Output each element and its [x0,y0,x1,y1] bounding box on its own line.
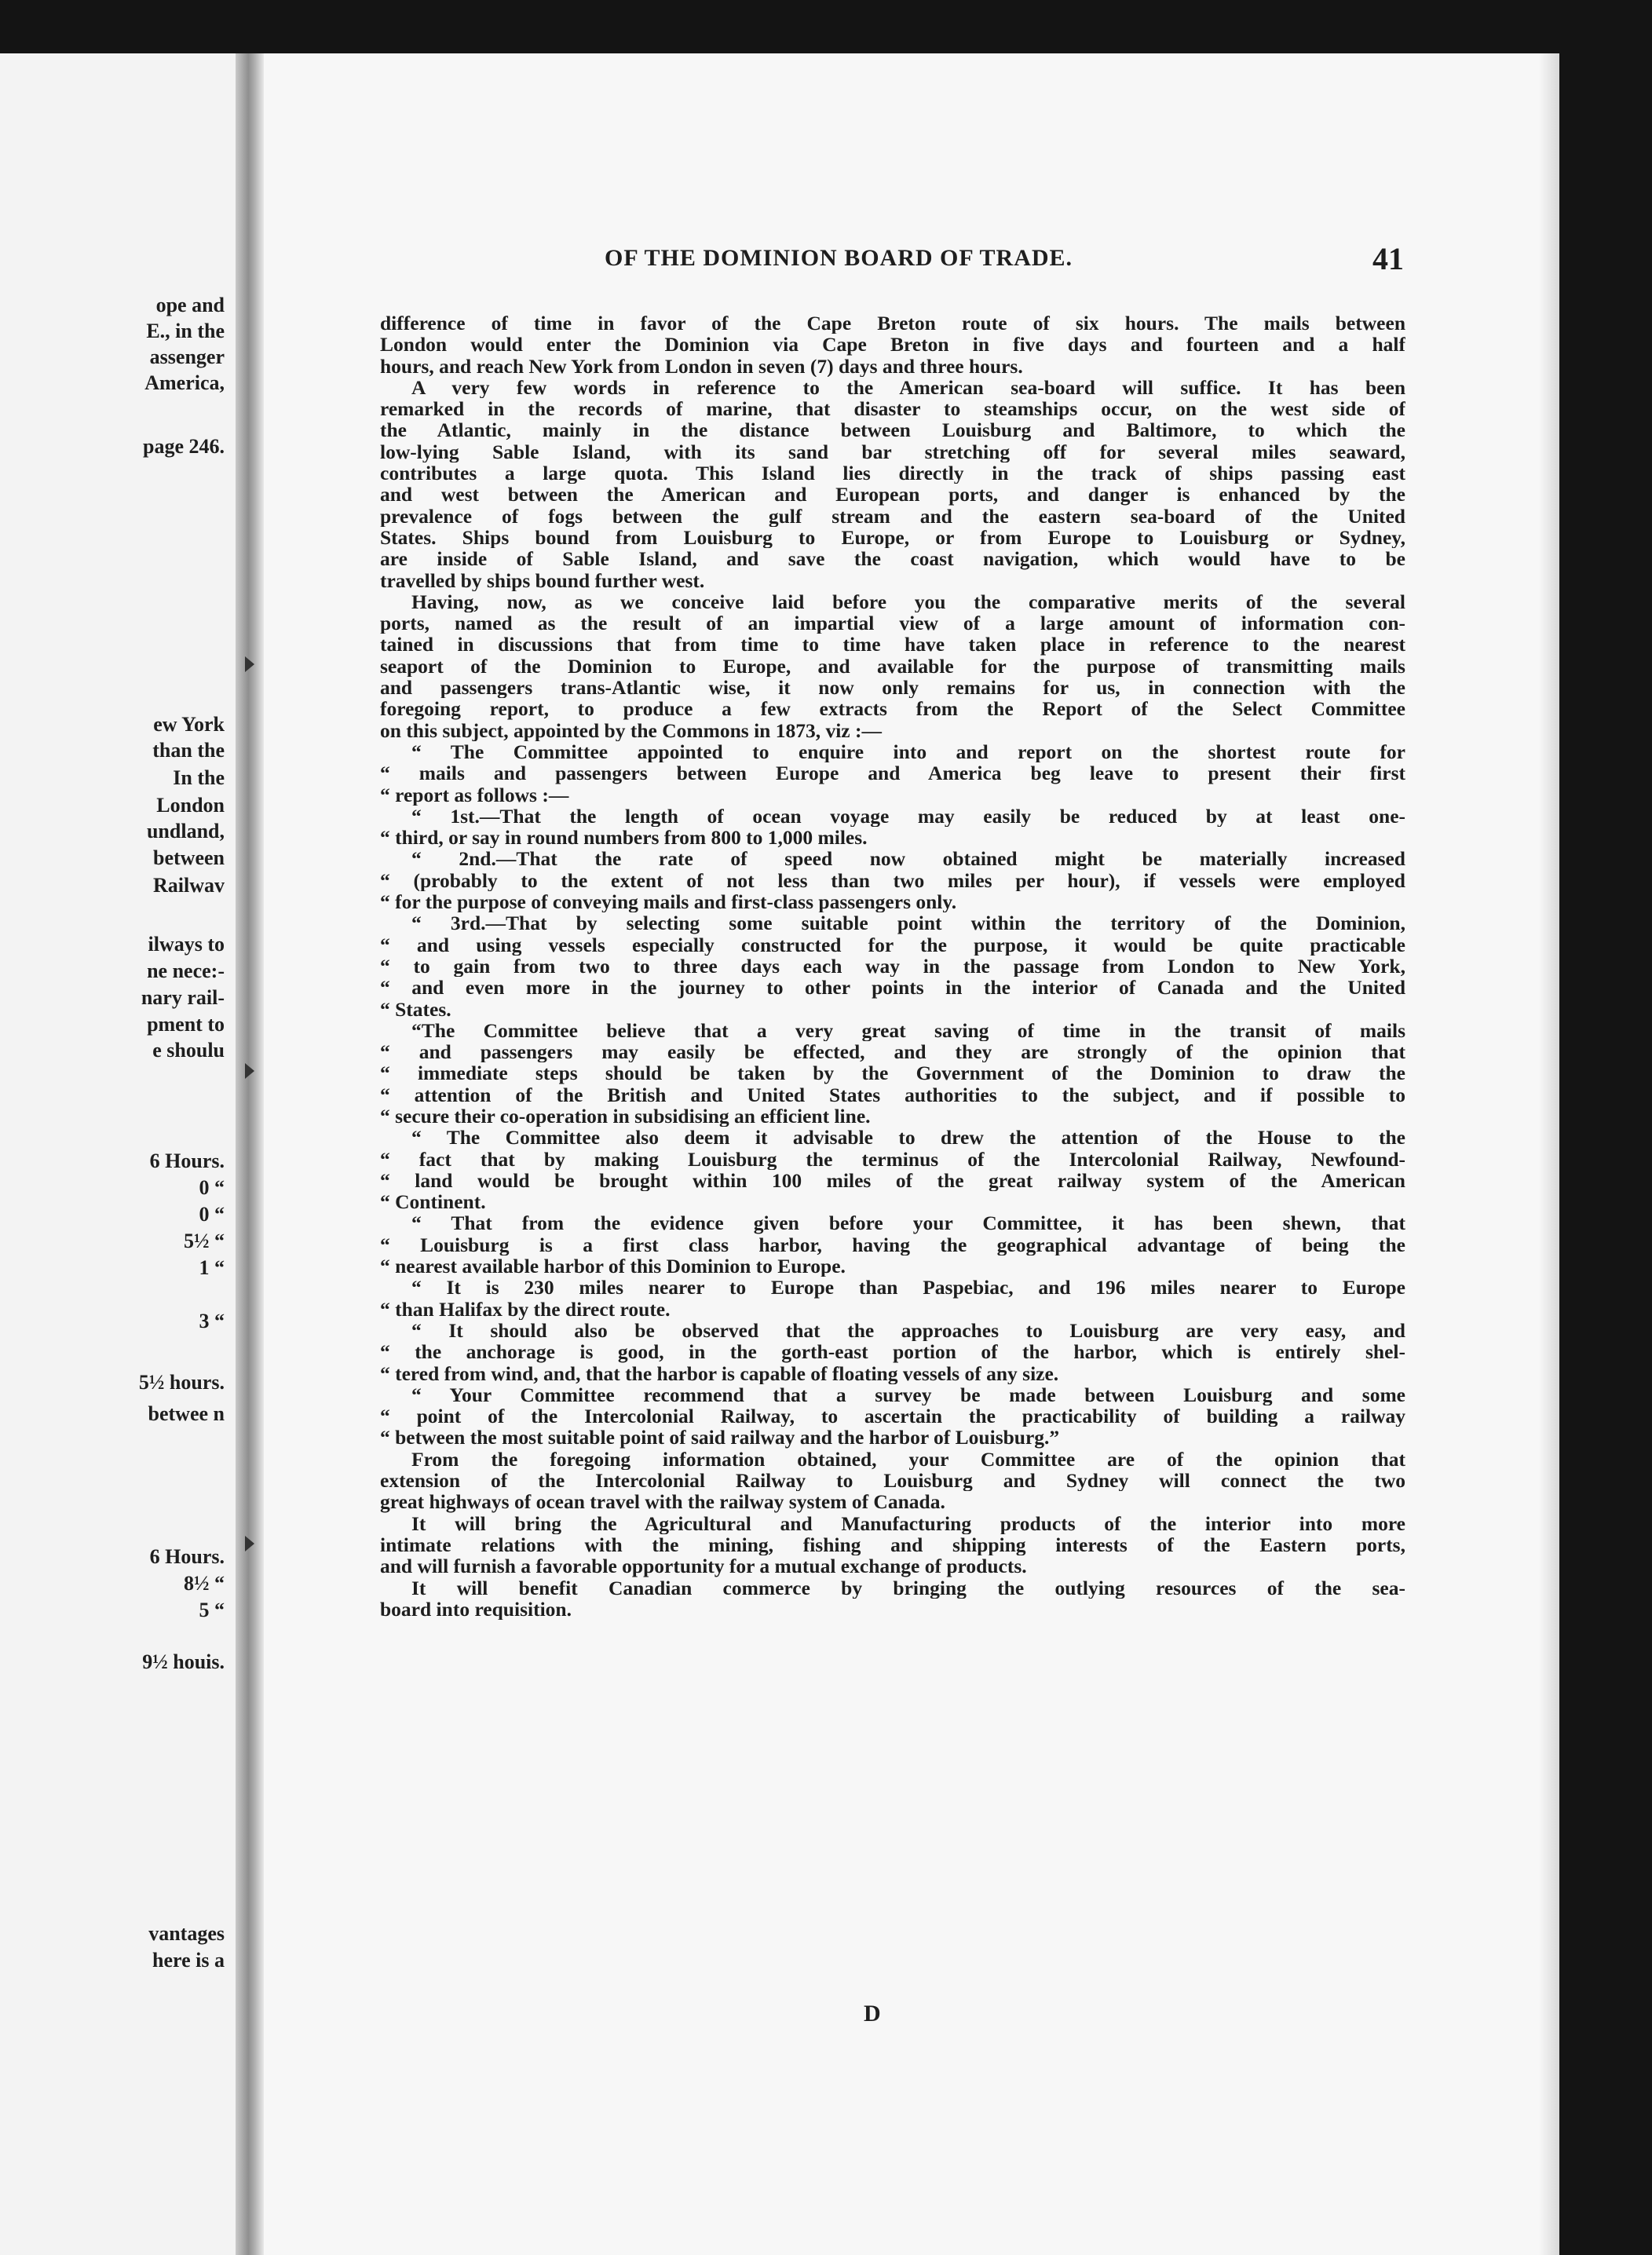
left-page-line: 9½ houis. [142,1650,225,1673]
text-line: “ fact that by making Louisburg the terminus of the Intercolonial Railway, Newfound- [380,1148,1405,1170]
text-line: “ mails and passengers between Europe and America beg leave to present their first [380,762,1405,784]
text-line: great highways of ocean travel with the railway system of Canada. [380,1491,945,1513]
text-line: “ point of the Intercolonial Railway, to ascertain the practicability of building a railway [380,1405,1405,1427]
left-page-line: London [156,794,225,817]
text-line: and will furnish a favorable opportunity for a mutual exchange of products. [380,1555,1027,1577]
text-line: “ nearest available harbor of this Dominion to Europe. [380,1255,846,1277]
left-page-line: ope and [155,294,225,316]
book-gutter [236,53,264,2255]
text-line: “ attention of the British and United States authorities to the subject, and if possible to [380,1084,1405,1106]
binding-mark-icon [245,656,254,672]
left-page-line: 6 Hours. [149,1149,225,1172]
left-page-line: 5½ “ [184,1230,225,1252]
text-line: “ and passengers may easily be effected, and they are strongly of the opinion that [380,1041,1405,1063]
left-page-line: vantages [148,1922,225,1945]
text-line: seaport of the Dominion to Europe, and available for the purpose of transmitting mails [380,655,1405,678]
left-page-line: 5½ hours. [138,1371,225,1394]
text-line: “ States. [380,998,451,1020]
text-line: “ land would be brought within 100 miles of the great railway system of the American [380,1169,1405,1192]
text-line: difference of time in favor of the Cape Breton route of six hours. The mails between [380,312,1405,334]
text-line: “ 3rd.—That by selecting some suitable point within the territory of the Dominion, [411,912,1405,934]
left-page-line: 1 “ [199,1256,225,1279]
left-page-line: here is a [152,1949,225,1972]
text-line: “ It should also be observed that the approaches to Louisburg are very easy, and [411,1319,1405,1342]
text-line: intimate relations with the mining, fishing and shipping interests of the Eastern ports, [380,1533,1405,1556]
text-line: “ to gain from two to three days each way in the passage from London to New York, [380,955,1405,978]
text-line: tained in discussions that from time to time have taken place in reference to the nearest [380,634,1405,656]
left-page-line: Railwav [153,874,225,897]
left-page-line: pment to [147,1013,225,1036]
text-line: hours, and reach New York from London in seven (7) days and three hours. [380,355,1023,377]
text-line: foregoing report, to produce a few extracts from the Report of the Select Committee [380,698,1405,720]
left-page-line: 0 “ [199,1203,225,1226]
left-page-line: nary rail- [141,986,225,1009]
left-page-line: 5 “ [199,1599,225,1621]
text-line: ports, named as the result of an impartial view of a large amount of information con- [380,612,1405,634]
text-line: “ the anchorage is good, in the gorth-east portion of the harbor, which is entirely shel- [380,1341,1405,1363]
text-line: “ between the most suitable point of said railway and the harbor of Louisburg.” [380,1427,1060,1449]
text-line: “The Committee believe that a very great saving of time in the transit of mails [411,1019,1405,1042]
left-page-line: e shoulu [152,1039,225,1062]
page-edge-shadow [1539,53,1559,2255]
text-line: From the foregoing information obtained, your Committee are of the opinion that [411,1448,1405,1471]
left-page-line: 0 “ [199,1176,225,1199]
text-line: “ 2nd.—That the rate of speed now obtained might be materially increased [411,848,1405,870]
text-line: “ Louisburg is a first class harbor, having the geographical advantage of being the [380,1233,1405,1256]
text-line: “ That from the evidence given before your Committee, it has been shewn, that [411,1212,1405,1234]
left-page-line: 6 Hours. [149,1545,225,1568]
text-line: extension of the Intercolonial Railway to Louisburg and Sydney will connect the two [380,1470,1405,1492]
left-page-line: In the [173,766,225,789]
text-line: Having, now, as we conceive laid before you the comparative merits of the several [411,590,1405,613]
text-line: on this subject, appointed by the Commons in 1873, viz :— [380,719,882,741]
text-line: “ and using vessels especially constructed for the purpose, it would be quite practicable [380,934,1405,956]
text-line: are inside of Sable Island, and save the coast navigation, which would have to be [380,548,1405,570]
left-page-line: 8½ “ [184,1572,225,1595]
body-text [380,312,1405,1620]
text-line: “ The Committee also deem it advisable to drew the attention of the House to the [411,1127,1405,1149]
text-line: It will bring the Agricultural and Manufacturing products of the interior into more [411,1512,1405,1534]
left-page-line: 3 “ [199,1310,225,1332]
left-page-line: betwee n [148,1402,225,1425]
left-page-line: America, [144,371,225,394]
text-line: low-lying Sable Island, with its sand bar stretching off for several miles seaward, [380,440,1405,463]
text-line: “ tered from wind, and, that the harbor is capable of floating vessels of any size. [380,1362,1059,1384]
left-page-line: undland, [146,820,225,842]
left-page-line: ne nece:- [147,959,225,982]
left-page-line: page 246. [143,435,225,458]
text-line: travelled by ships bound further west. [380,569,705,591]
text-line: the Atlantic, mainly in the distance between Louisburg and Baltimore, to which the [380,419,1405,441]
text-line: contributes a large quota. This Island lies directly in the track of ships passing east [380,462,1405,484]
text-line: “ for the purpose of conveying mails and first-class passengers only. [380,891,957,913]
text-line: It will benefit Canadian commerce by bringing the outlying resources of the sea- [411,1577,1405,1599]
left-page-line: ew York [153,713,225,736]
text-line: A very few words in reference to the American sea-board will suffice. It has been [411,376,1405,399]
left-page-line: ilways to [148,933,225,956]
page-number: 41 [1372,241,1404,276]
left-page-line: between [153,846,225,869]
text-line: “ report as follows :— [380,784,569,806]
text-line: “ secure their co-operation in subsidising an efficient line. [380,1105,871,1128]
text-line: board into requisition. [380,1598,572,1621]
left-page-line: E., in the [146,320,225,342]
text-line: prevalence of fogs between the gulf stream and the eastern sea-board of the United [380,505,1405,527]
text-line: “ Continent. [380,1191,486,1213]
text-line: “ than Halifax by the direct route. [380,1298,671,1320]
text-line: “ third, or say in round numbers from 800 to 1,000 miles. [380,827,868,849]
text-line: and west between the American and European ports, and danger is enhanced by the [380,484,1405,506]
text-line: “ It is 230 miles nearer to Europe than Paspebiac, and 196 miles nearer to Europe [411,1277,1405,1299]
text-line: “ immediate steps should be taken by the Government of the Dominion to draw the [380,1062,1405,1084]
text-line: remarked in the records of marine, that disaster to steamships occur, on the west side of [380,398,1405,420]
binding-mark-icon [245,1063,254,1079]
signature-mark: D [864,2001,881,2027]
text-line: “ The Committee appointed to enquire into and report on the shortest route for [411,740,1405,763]
text-line: “ (probably to the extent of not less than two miles per hour), if vessels were employed [380,869,1405,892]
text-line: “ 1st.—That the length of ocean voyage may easily be reduced by at least one- [411,805,1405,828]
left-page-line: assenger [149,345,225,368]
text-line: “ and even more in the journey to other points in the interior of Canada and the United [380,977,1405,999]
text-line: London would enter the Dominion via Cape Breton in five days and fourteen and a half [380,334,1405,356]
text-line: and passengers trans-Atlantic wise, it now only remains for us, in connection with the [380,677,1405,699]
binding-mark-icon [245,1536,254,1551]
text-line: “ Your Committee recommend that a survey be made between Louisburg and some [411,1383,1405,1406]
left-page-line: than the [152,739,225,762]
running-title: OF THE DOMINION BOARD OF TRADE. [605,245,1073,271]
text-line: States. Ships bound from Louisburg to Europe, or from Europe to Louisburg or Sydney, [380,526,1405,549]
